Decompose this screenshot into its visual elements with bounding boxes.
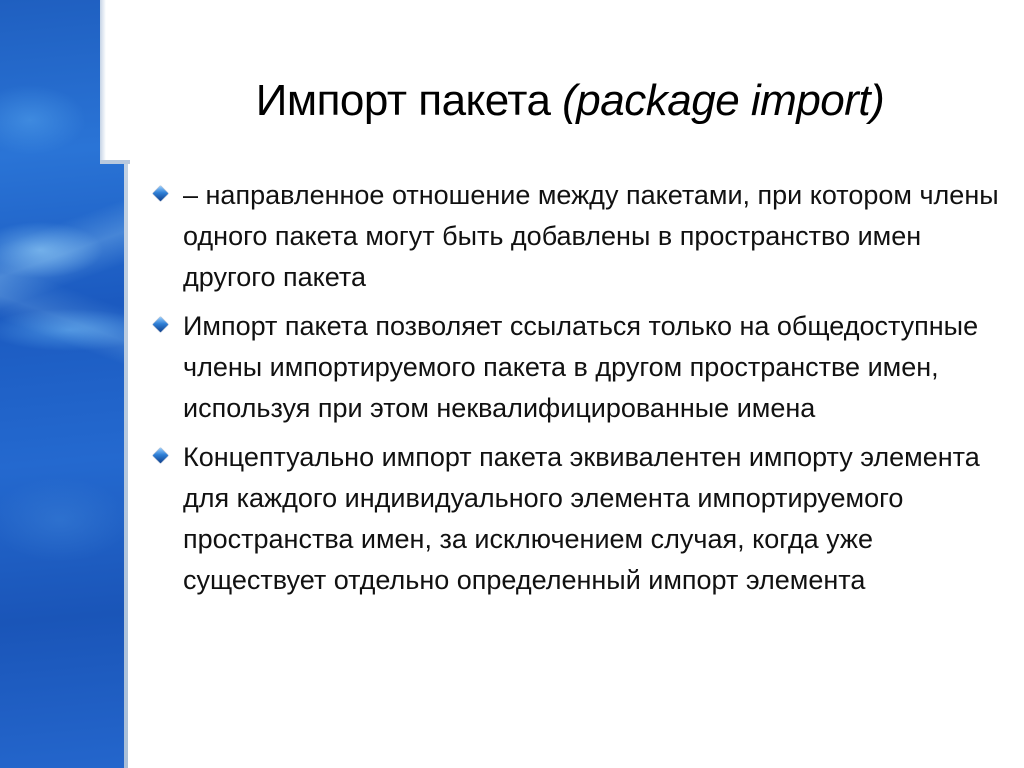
diamond-bullet-icon [153, 186, 169, 202]
title-main-text: Импорт пакета [255, 76, 563, 125]
bullet-text: Концептуально импорт пакета эквивалентен импорту элемента для каждого индивидуального элемента импортируемого пространства имен, за исключением случая, когда уже существует отдельно определенный импорт элемента [183, 442, 980, 595]
bullet-item [152, 175, 1002, 298]
title-notch-bottom [100, 160, 130, 164]
bullet-list [152, 175, 1002, 609]
diamond-bullet-icon [153, 317, 169, 333]
title-notch-shadow [100, 0, 106, 164]
slide-title [140, 76, 1000, 126]
bullet-item [152, 306, 1002, 429]
bullet-text: – направленное отношение между пакетами, при котором члены одного пакета могут быть добавлены в пространство имен другого пакета [183, 180, 999, 292]
bullet-item [152, 437, 1002, 601]
diamond-bullet-icon [153, 448, 169, 464]
title-italic-text: (package import) [562, 76, 885, 125]
bullet-text: Импорт пакета позволяет ссылаться только на общедоступные члены импортируемого пакета в другом пространстве имен, используя при этом неквалифицированные имена [183, 311, 979, 423]
